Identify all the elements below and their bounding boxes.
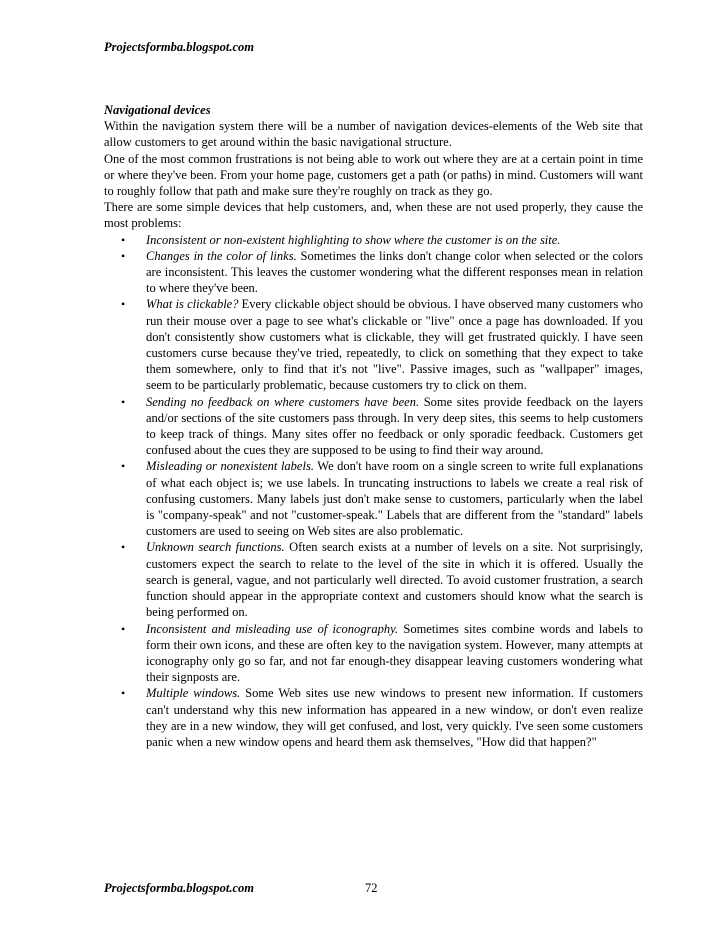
bullet-icon: • — [121, 459, 126, 474]
item-lead: Misleading or nonexistent labels. — [146, 459, 314, 474]
list-item — [104, 394, 643, 459]
footer-site: Projectsformba.blogspot.com — [104, 881, 254, 895]
bullet-icon: • — [121, 540, 126, 555]
list-item — [104, 248, 643, 297]
bullet-icon: • — [121, 686, 126, 701]
page-number: 72 — [365, 881, 378, 895]
bullet-icon: • — [121, 232, 126, 247]
list-item — [104, 458, 643, 539]
item-lead: Unknown search functions. — [146, 540, 285, 555]
page-header: Projectsformba.blogspot.com — [104, 40, 254, 54]
paragraph-3: There are some simple devices that help customers, and, when these are not used properly, they cause the most problems: — [104, 200, 643, 231]
page-content — [104, 102, 643, 750]
list-item — [104, 539, 643, 620]
item-lead: What is clickable? — [146, 297, 239, 312]
item-body: Sometimes the links don't change color when selected or the colors are inconsistent. This leaves the customer wondering what the different responses mean in relation to where they've been. — [146, 248, 643, 296]
list-item — [104, 232, 643, 248]
item-lead: Inconsistent or non-existent highlighting to show where the customer is on the site. — [146, 232, 561, 247]
item-body: Sometimes sites combine words and labels to form their own icons, and these are often key to the navigation system. However, many attempts at iconography only go so far, and not far enough-they disappear leaving customers wondering what their signposts are. — [146, 621, 643, 685]
device-list — [104, 232, 643, 751]
item-body: Some Web sites use new windows to present new information. If customers can't understand why this new information has appeared in a new window, or don't even realize they are in a new window, they will get confused, and lost, very quickly. I've seen some customers panic when a new window opens and heard them ask themselves, "How did that happen?" — [146, 686, 643, 749]
item-lead: Sending no feedback on where customers have been. — [146, 394, 420, 409]
item-body: Every clickable object should be obvious. I have observed many customers who run their mouse over a page to see what's clickable or "live" once a page has downloaded. If you don't consistently show customers what is clickable, they will get frustrated quickly. I have seen customers curse because they've tried, repeatedly, to click on something that they expect to take them somewhere, only to find that it's not "live". Passive images, such as "wallpaper" images, seem to be particularly problematic, because customers try to click on them. — [146, 297, 643, 393]
item-lead: Inconsistent and misleading use of iconography. — [146, 621, 399, 636]
paragraph-2: One of the most common frustrations is not being able to work out where they are at a certain point in time or where they've been. From your home page, customers get a path (or paths) in mind. Customers will want to roughly follow that path and make sure they're roughly on track as they go. — [104, 151, 643, 199]
item-body: Often search exists at a number of levels on a site. Not surprisingly, customers expect the search to relate to the level of the site in which it is offered. Usually the search is general, vague, and not particularly well directed. To avoid customer frustration, a search function should appear in the appropriate context and customers should know what the search is being performed on. — [146, 540, 643, 620]
bullet-icon: • — [121, 621, 126, 636]
item-lead: Multiple windows. — [146, 686, 241, 701]
list-item — [104, 296, 643, 393]
item-body: Some sites provide feedback on the layers and/or sections of the site customers pass through. In very deep sites, this seems to help customers to keep track of things. Many sites offer no feedback or only sporadic feedback. Customers get confused about the cues they are supposed to be using to find their way around. — [146, 394, 644, 458]
section-heading: Navigational devices — [104, 103, 211, 117]
bullet-icon: • — [121, 297, 126, 312]
bullet-icon: • — [121, 394, 126, 409]
item-lead: Changes in the color of links. — [146, 248, 297, 263]
paragraph-1: Within the navigation system there will be a number of navigation devices-elements of the Web site that allow customers to get around within the basic navigational structure. — [104, 119, 643, 150]
list-item — [104, 685, 643, 750]
list-item — [104, 621, 643, 686]
bullet-icon: • — [121, 248, 126, 263]
item-body: We don't have room on a single screen to write full explanations of what each object is; we use labels. In truncating instructions to labels we create a real risk of confusing customers. Many labels just don't make sense to customers, particularly when the label is "company-speak" and not "customer-speak." Labels that are different from the "standard" labels customers are used to seeing on Web sites are also problematic. — [146, 459, 643, 539]
